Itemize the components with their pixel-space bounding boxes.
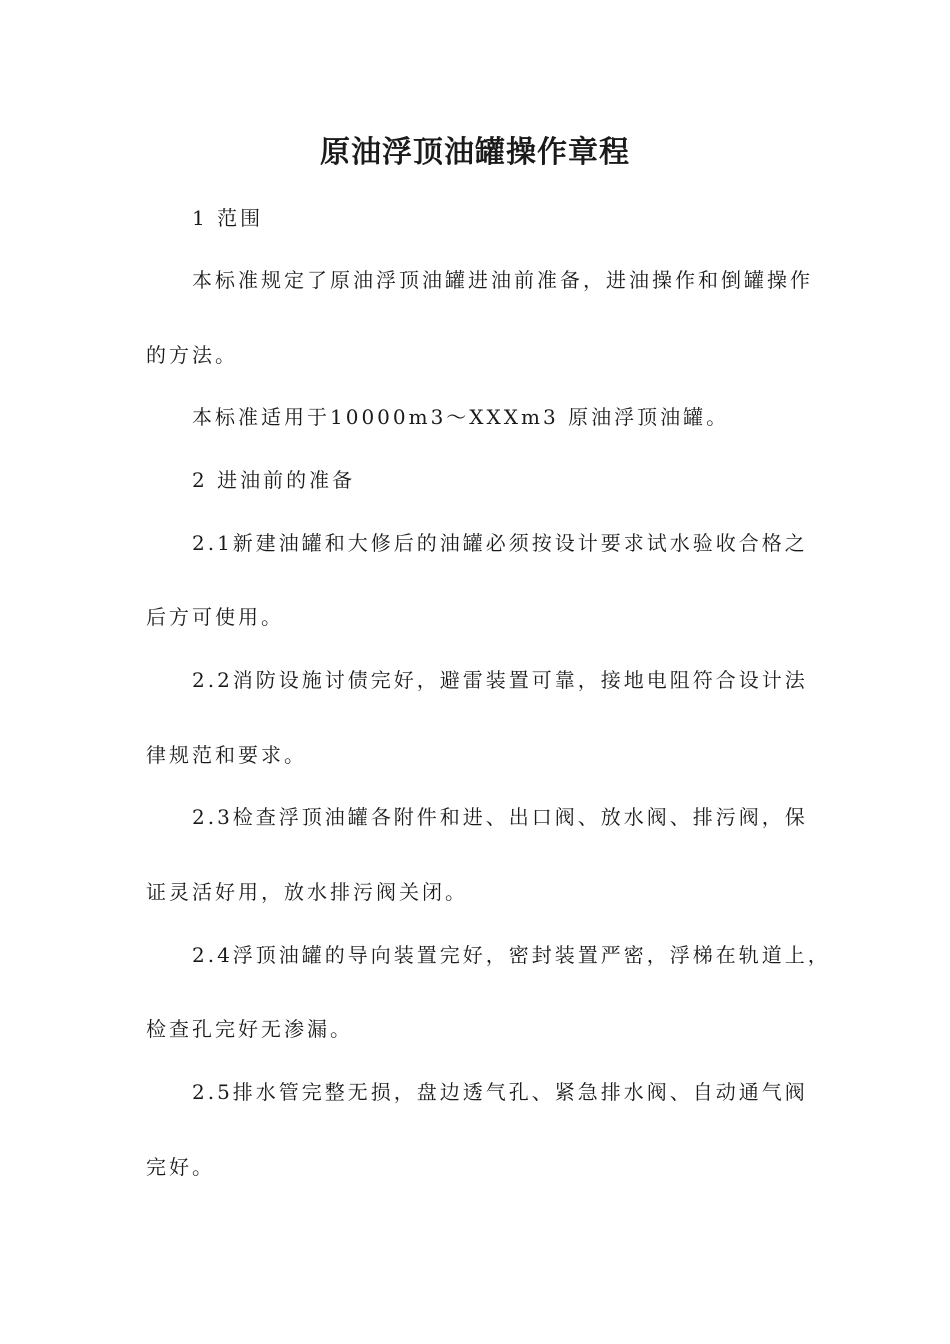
section-heading-scope: 1 范围 xyxy=(192,206,264,230)
paragraph-line: 律规范和要求。 xyxy=(146,743,307,767)
section-heading-preparation: 2 进油前的准备 xyxy=(192,468,356,492)
paragraph-line: 2.3检查浮顶油罐各附件和进、出口阀、放水阀、排污阀，保 xyxy=(192,805,808,829)
document-title: 原油浮顶油罐操作章程 xyxy=(320,135,630,170)
paragraph-line: 本标准适用于10000m3～XXXm3 原油浮顶油罐。 xyxy=(192,405,730,429)
paragraph-line: 2.2消防设施讨债完好，避雷装置可靠，接地电阻符合设计法 xyxy=(192,668,808,692)
paragraph-line: 完好。 xyxy=(146,1155,215,1179)
paragraph-line: 2.5排水管完整无损，盘边透气孔、紧急排水阀、自动通气阀 xyxy=(192,1080,808,1104)
paragraph-line: 后方可使用。 xyxy=(146,605,284,629)
paragraph-line: 本标准规定了原油浮顶油罐进油前准备，进油操作和倒罐操作 xyxy=(192,268,813,292)
paragraph-line: 2.1新建油罐和大修后的油罐必须按设计要求试水验收合格之 xyxy=(192,531,808,555)
paragraph-line: 的方法。 xyxy=(146,343,238,367)
paragraph-line: 2.4浮顶油罐的导向装置完好，密封装置严密，浮梯在轨道上， xyxy=(192,943,831,967)
paragraph-line: 检查孔完好无渗漏。 xyxy=(146,1017,353,1041)
paragraph-line: 证灵活好用，放水排污阀关闭。 xyxy=(146,880,468,904)
